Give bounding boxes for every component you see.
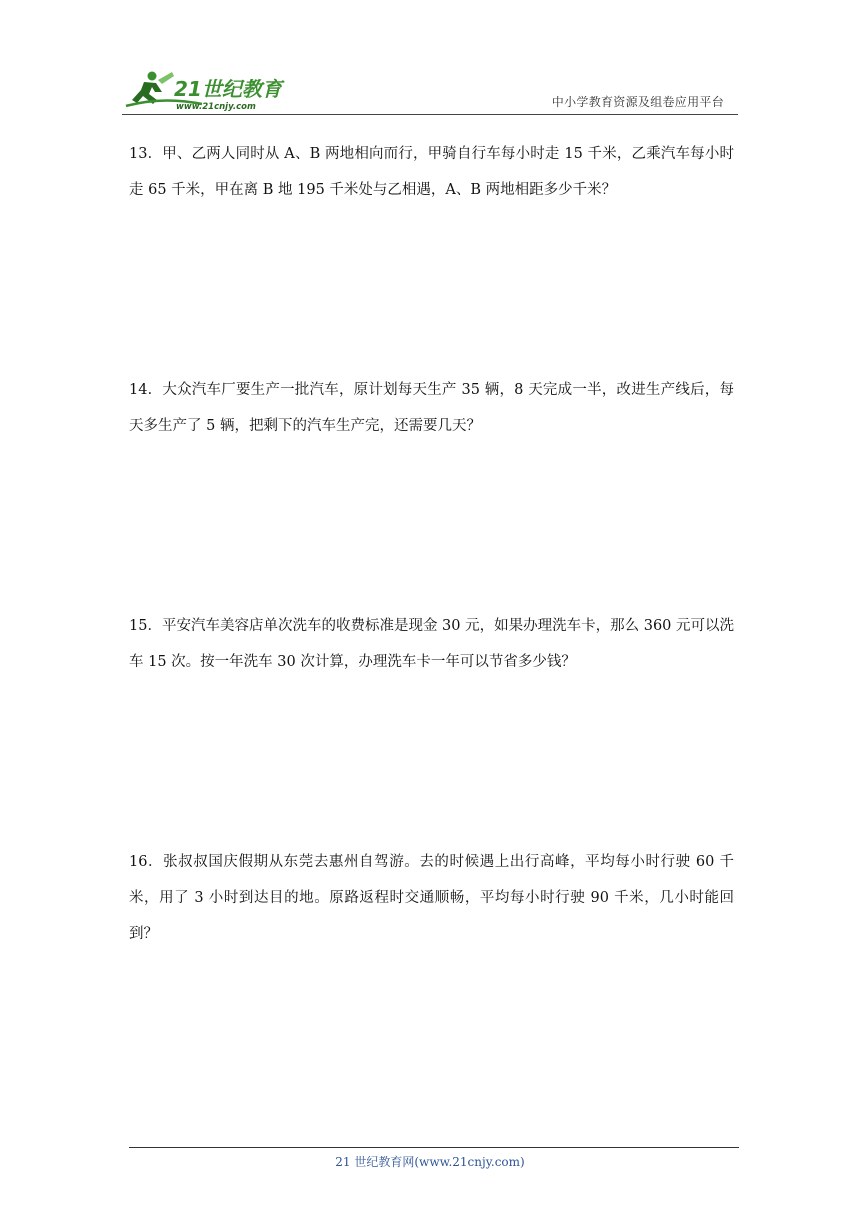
question-13: 13．甲、乙两人同时从 A、B 两地相向而行，甲骑自行车每小时走 15 千米，乙乘汽车每小时走 65 千米，甲在离 B 地 195 千米处与乙相遇，A、B 两地相距多少千米？: [129, 146, 734, 198]
question-16: 16．张叔叔国庆假期从东莞去惠州自驾游。去的时候遇上出行高峰，平均每小时行驶 60 千米，用了 3 小时到达目的地。原路返程时交通顺畅，平均每小时行驶 90 千米，几小时能回到？: [129, 854, 734, 942]
logo-text: 21世纪教育: [174, 77, 282, 101]
logo: [122, 66, 302, 112]
logo-url-text: www.21cnjy.com: [176, 102, 256, 112]
page-header: [122, 64, 738, 116]
question-14: 14．大众汽车厂要生产一批汽车，原计划每天生产 35 辆，8 天完成一半，改进生产线后，每天多生产了 5 辆，把剩下的汽车生产完，还需要几天？: [129, 382, 734, 434]
runner-logo-icon: [122, 66, 302, 112]
header-divider: [122, 114, 738, 115]
question-15: 15．平安汽车美容店单次洗车的收费标准是现金 30 元，如果办理洗车卡，那么 360 元可以洗车 15 次。按一年洗车 30 次计算，办理洗车卡一年可以节省多少钱？: [129, 618, 735, 670]
footer-divider: [129, 1147, 739, 1148]
header-title: 中小学教育资源及组卷应用平台: [551, 95, 724, 109]
footer-link[interactable]: 21 世纪教育网(www.21cnjy.com): [335, 1155, 525, 1169]
